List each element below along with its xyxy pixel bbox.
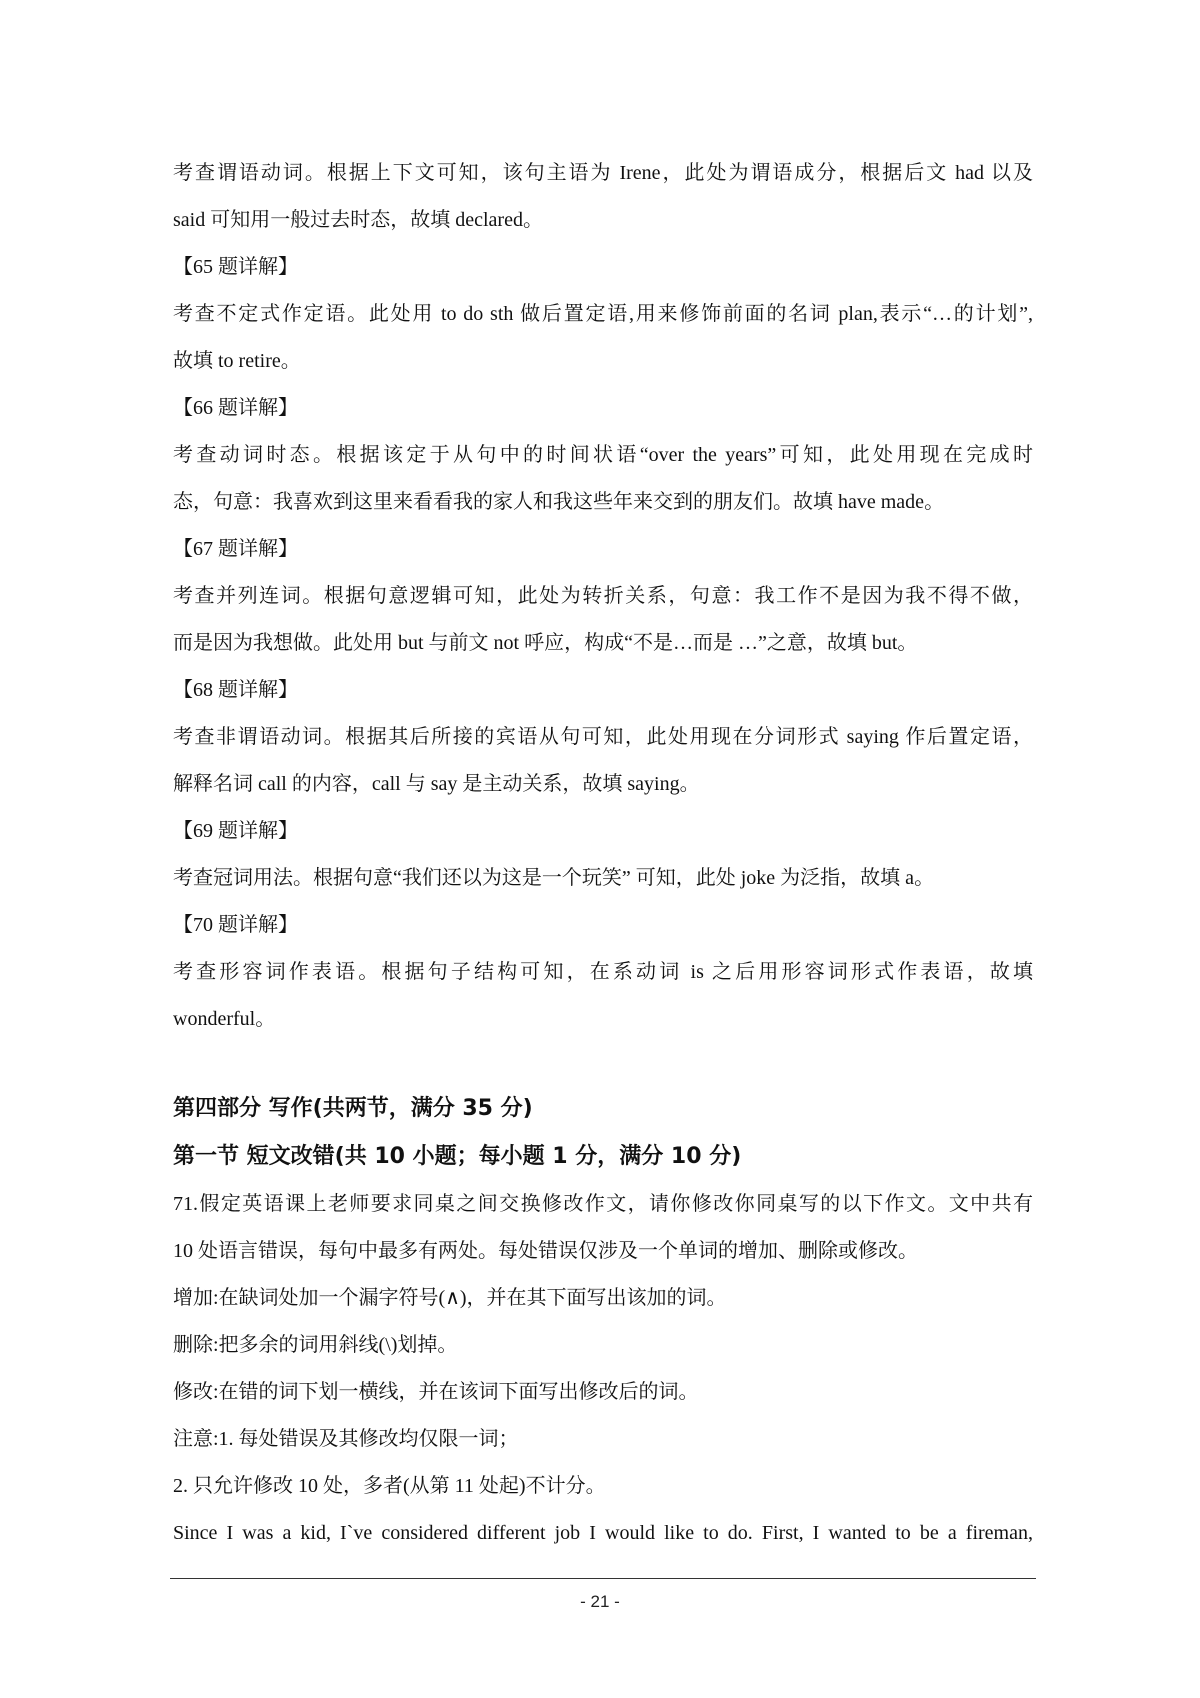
answer-64-text-line-2: said 可知用一般过去时态，故填 declared。 (173, 209, 543, 231)
question-71-add-rule: 增加:在缺词处加一个漏字符号(∧)，并在其下面写出该加的词。 (173, 1287, 727, 1309)
answer-67-text-line-2: 而是因为我想做。此处用 but 与前文 not 呼应，构成“不是…而是 …”之意，故填 but。 (173, 632, 918, 654)
answer-69-heading: 【69 题详解】 (173, 820, 298, 842)
essay-text-line-1: Since I was a kid, I`ve considered different job I would like to do. First, I wanted to be a fireman, (173, 1522, 1033, 1544)
answer-64-text-line-1: 考查谓语动词。根据上下文可知，该句主语为 Irene，此处为谓语成分，根据后文 had 以及 (173, 162, 1033, 184)
answer-68-text-line-2: 解释名词 call 的内容，call 与 say 是主动关系，故填 saying。 (173, 773, 700, 795)
question-71-note-1: 注意:1. 每处错误及其修改均仅限一词； (173, 1428, 519, 1450)
answer-68-heading: 【68 题详解】 (173, 679, 298, 701)
answer-69-text-line-1: 考查冠词用法。根据句意“我们还以为这是一个玩笑” 可知，此处 joke 为泛指，故填 a。 (173, 867, 935, 889)
answer-66-heading: 【66 题详解】 (173, 397, 298, 419)
answer-66-text-line-1: 考查动词时态。根据该定于从句中的时间状语“over the years”可知，此处用现在完成时 (173, 444, 1033, 466)
question-71-delete-rule: 删除:把多余的词用斜线(\)划掉。 (173, 1334, 458, 1356)
question-71-instruction-line-1: 71.假定英语课上老师要求同桌之间交换修改作文，请你修改你同桌写的以下作文。文中共有 (173, 1193, 1033, 1215)
answer-65-text-line-2: 故填 to retire。 (173, 350, 301, 372)
part-four-title: 第四部分 写作(共两节，满分 35 分) (173, 1096, 533, 1121)
section-spacer (173, 1043, 1033, 1085)
answer-67-text-line-1: 考查并列连词。根据句意逻辑可知，此处为转折关系，句意：我工作不是因为我不得不做， (173, 585, 1033, 607)
page-content (173, 150, 1033, 1557)
answer-67-heading: 【67 题详解】 (173, 538, 298, 560)
answer-65-heading: 【65 题详解】 (173, 256, 298, 278)
answer-70-heading: 【70 题详解】 (173, 914, 298, 936)
section-one-title: 第一节 短文改错(共 10 小题；每小题 1 分，满分 10 分) (173, 1144, 742, 1169)
answer-66-text-line-2: 态，句意：我喜欢到这里来看看我的家人和我这些年来交到的朋友们。故填 have made。 (173, 491, 945, 513)
footer-divider (170, 1578, 1036, 1579)
answer-68-text-line-1: 考查非谓语动词。根据其后所接的宾语从句可知，此处用现在分词形式 saying 作后置定语， (173, 726, 1033, 748)
answer-65-text-line-1: 考查不定式作定语。此处用 to do sth 做后置定语,用来修饰前面的名词 plan,表示“…的计划”, (173, 303, 1033, 325)
page-number: - 21 - (580, 1592, 620, 1611)
answer-70-text-line-1: 考查形容词作表语。根据句子结构可知，在系动词 is 之后用形容词形式作表语，故填 (173, 961, 1033, 983)
answer-70-text-line-2: wonderful。 (173, 1008, 276, 1030)
question-71-modify-rule: 修改:在错的词下划一横线，并在该词下面写出修改后的词。 (173, 1381, 699, 1403)
question-71-note-2: 2. 只允许修改 10 处，多者(从第 11 处起)不计分。 (173, 1475, 606, 1497)
question-71-instruction-line-2: 10 处语言错误，每句中最多有两处。每处错误仅涉及一个单词的增加、删除或修改。 (173, 1240, 918, 1262)
